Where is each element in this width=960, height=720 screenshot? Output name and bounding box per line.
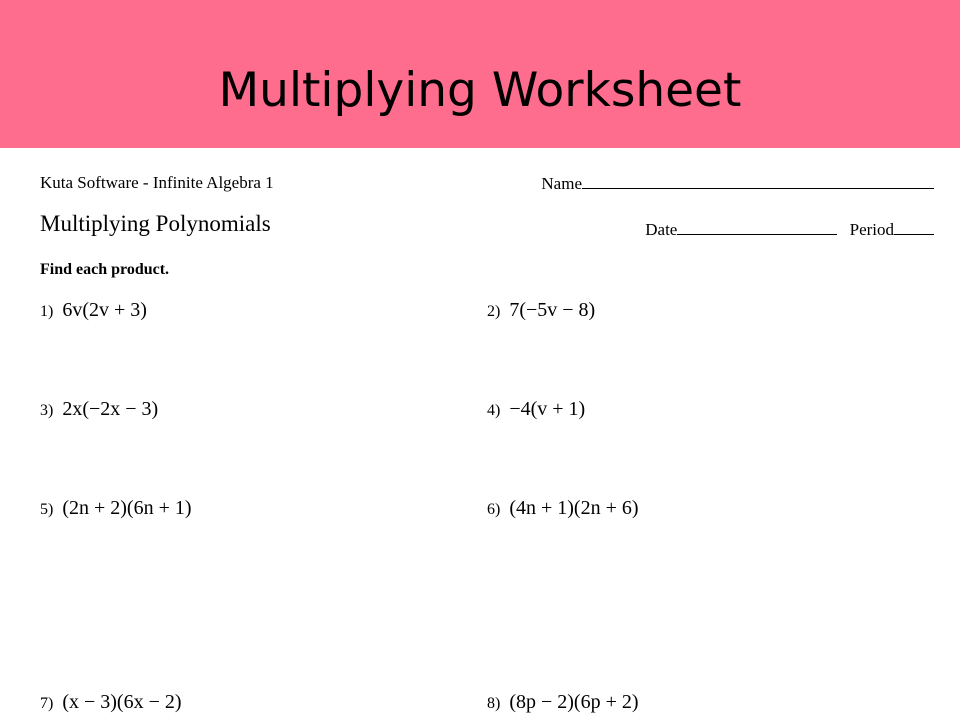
date-blank — [677, 219, 837, 235]
title-banner — [0, 0, 960, 148]
date-label: Date — [645, 220, 678, 239]
problem-number: 5) — [40, 501, 54, 518]
worksheet-title: Multiplying Polynomials — [40, 211, 271, 236]
problem-number: 8) — [487, 695, 501, 712]
problem-expression: (2n + 2)(6n + 1) — [62, 497, 192, 519]
slide-title: Multiplying Worksheet — [218, 63, 742, 118]
problem-expression: (4n + 1)(2n + 6) — [509, 497, 639, 519]
period-label: Period — [849, 220, 894, 239]
problem-expression: 7(−5v − 8) — [509, 299, 596, 321]
instructions: Find each product. — [40, 261, 170, 278]
problem-number: 4) — [487, 402, 501, 419]
worksheet-source: Kuta Software - Infinite Algebra 1 — [40, 173, 274, 192]
period-blank — [894, 219, 934, 235]
problem-5 — [40, 497, 192, 520]
problem-number: 2) — [487, 303, 501, 320]
problem-number: 3) — [40, 402, 54, 419]
problem-3 — [40, 398, 158, 421]
problem-expression: (x − 3)(6x − 2) — [62, 691, 182, 713]
problem-1 — [40, 299, 147, 322]
problem-7 — [40, 691, 182, 714]
date-period-fields — [645, 219, 934, 240]
problem-2 — [487, 299, 595, 322]
problem-4 — [487, 398, 585, 421]
name-field — [541, 173, 934, 194]
problem-number: 7) — [40, 695, 54, 712]
problem-expression: 2x(−2x − 3) — [62, 398, 159, 420]
problem-expression: 6v(2v + 3) — [62, 299, 147, 321]
problem-expression: −4(v + 1) — [509, 398, 586, 420]
problem-8 — [487, 691, 639, 714]
problem-6 — [487, 497, 639, 520]
problem-expression: (8p − 2)(6p + 2) — [509, 691, 639, 713]
problem-number: 1) — [40, 303, 54, 320]
problem-number: 6) — [487, 501, 501, 518]
name-blank — [582, 173, 934, 189]
name-label: Name — [541, 174, 582, 193]
